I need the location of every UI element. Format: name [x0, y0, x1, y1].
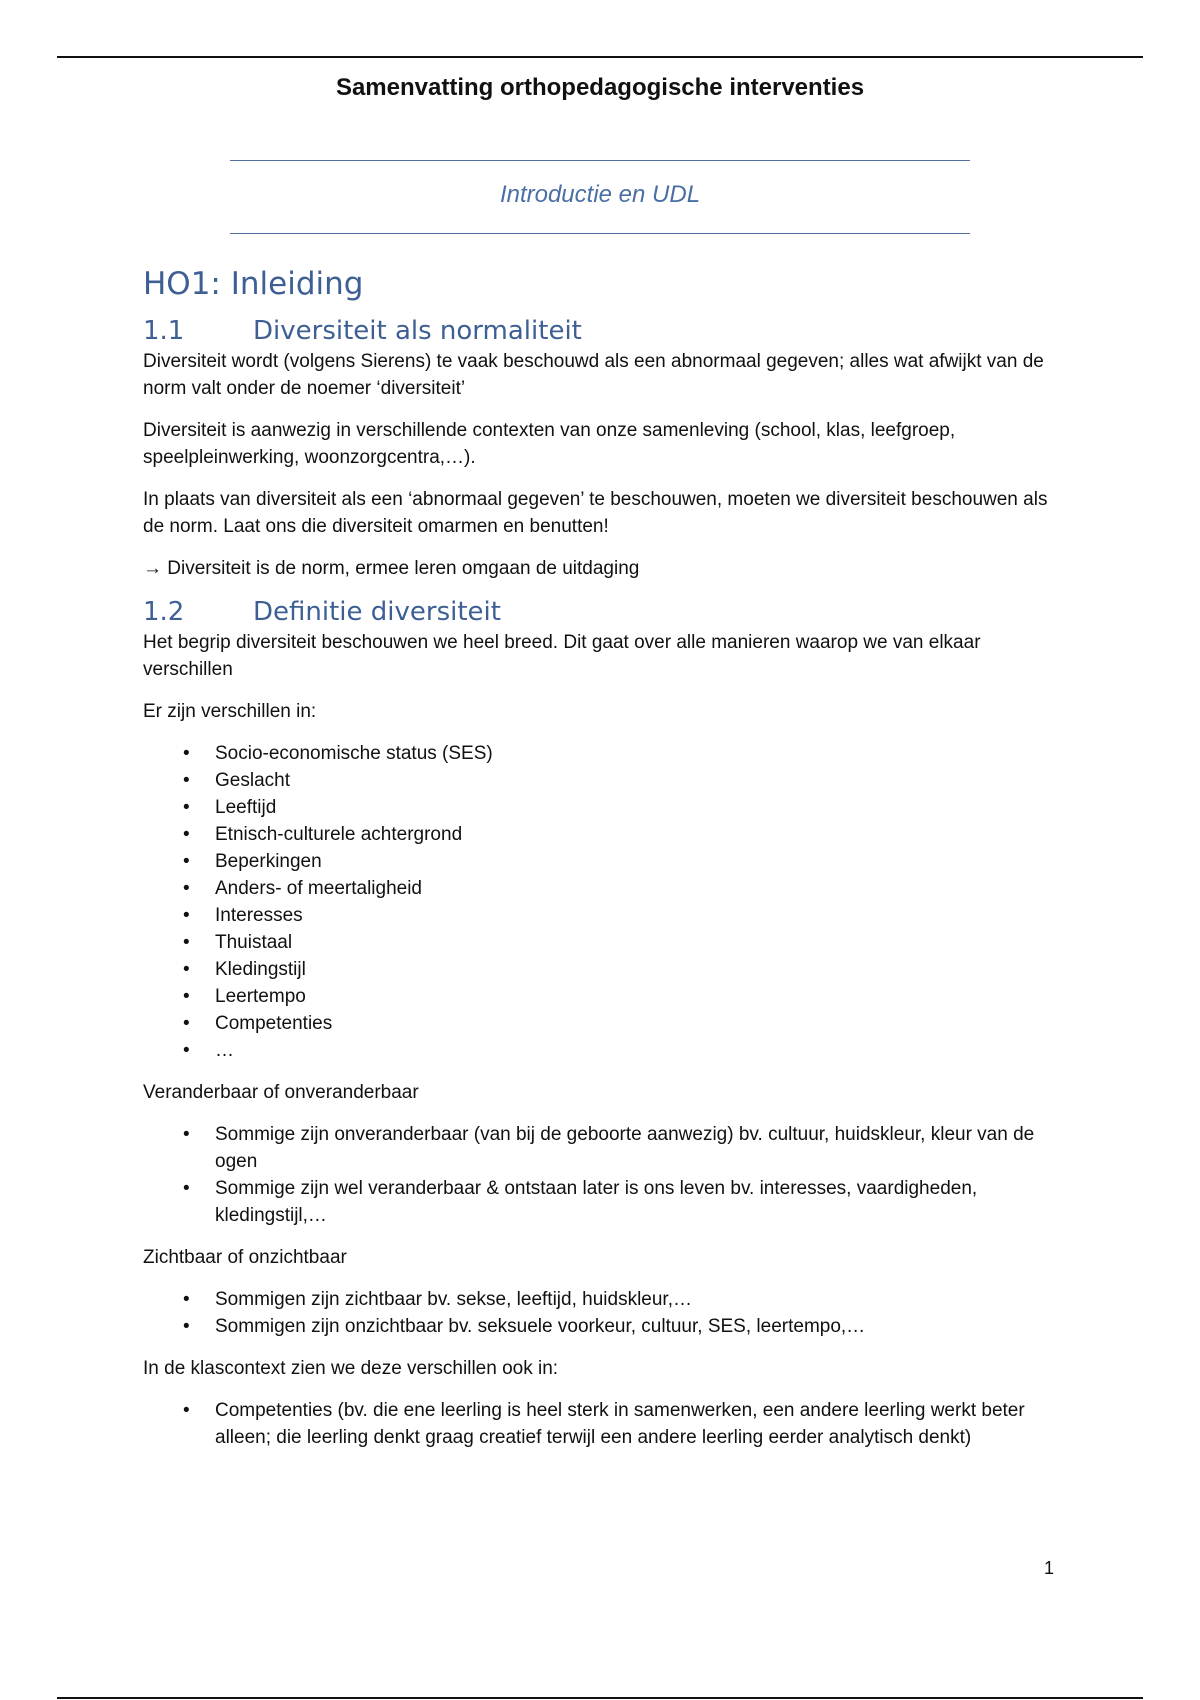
bullet-icon: •: [183, 1400, 190, 1421]
bullet-icon: •: [183, 770, 190, 791]
page-number: 1: [1044, 1558, 1055, 1578]
bullet-icon: •: [183, 905, 190, 926]
section-heading: [143, 316, 1063, 346]
list-item-text: Beperkingen: [215, 851, 322, 872]
bullet-icon: •: [183, 824, 190, 845]
list-item-text: Competenties: [215, 1013, 333, 1034]
changeable-list: [143, 1121, 1063, 1229]
bullet-icon: •: [183, 1178, 190, 1199]
list-item: [183, 1397, 1063, 1451]
list-label: In de klascontext zien we deze verschillen ook in:: [143, 1358, 559, 1379]
list-item: [183, 794, 1063, 821]
document-title: Samenvatting orthopedagogische interventies: [335, 74, 865, 101]
section-title: Definitie diversiteit: [253, 597, 501, 627]
paragraph: In plaats van diversiteit als een ‘abnormaal gegeven’ te beschouwen, moeten we diversiteit beschouwen als de norm. Laat ons die diversiteit omarmen en benutten!: [143, 489, 1048, 537]
document-subtitle: Introductie en UDL: [499, 181, 701, 208]
list-item: [183, 1121, 1063, 1175]
bottom-rule: [57, 1697, 1143, 1699]
list-item-text: Sommige zijn wel veranderbaar & ontstaan later is ons leven bv. interesses, vaardigheden, kledingstijl,…: [215, 1178, 978, 1226]
list-item-text: Leertempo: [215, 986, 306, 1007]
list-item-text: Socio-economische status (SES): [215, 743, 493, 764]
list-item-text: Anders- of meertaligheid: [215, 878, 422, 899]
list-item-text: Interesses: [215, 905, 303, 926]
bullet-icon: •: [183, 1124, 190, 1145]
bullet-icon: •: [183, 851, 190, 872]
list-item-text: Geslacht: [215, 770, 290, 791]
bullet-icon: •: [183, 1289, 190, 1310]
bullet-icon: •: [183, 1013, 190, 1034]
list-item-text: Thuistaal: [215, 932, 293, 953]
bullet-icon: •: [183, 743, 190, 764]
bullet-icon: •: [183, 986, 190, 1007]
list-item: [183, 1037, 1063, 1064]
list-item: [183, 1313, 1063, 1340]
paragraph: Diversiteit is aanwezig in verschillende contexten van onze samenleving (school, klas, leefgroep, speelpleinwerking, woonzorgcentra,…).: [143, 420, 956, 468]
list-item-text: Sommigen zijn zichtbaar bv. sekse, leeftijd, huidskleur,…: [215, 1289, 692, 1310]
list-item: [183, 929, 1063, 956]
bullet-icon: •: [183, 1316, 190, 1337]
subtitle-rule-bottom: [230, 233, 970, 234]
paragraph: Het begrip diversiteit beschouwen we heel breed. Dit gaat over alle manieren waarop we van elkaar verschillen: [143, 632, 981, 680]
list-item-text: Kledingstijl: [215, 959, 306, 980]
list-item: [183, 956, 1063, 983]
top-rule: [57, 56, 1143, 58]
list-label: Veranderbaar of onveranderbaar: [143, 1082, 419, 1103]
list-item: [183, 1175, 1063, 1229]
paragraph: → Diversiteit is de norm, ermee leren omgaan de uitdaging: [143, 558, 640, 579]
bullet-icon: •: [183, 878, 190, 899]
list-item-text: Leeftijd: [215, 797, 277, 818]
list-item: [183, 740, 1063, 767]
list-item: [183, 821, 1063, 848]
list-label: Zichtbaar of onzichtbaar: [143, 1247, 347, 1268]
list-item-text: Sommigen zijn onzichtbaar bv. seksuele voorkeur, cultuur, SES, leertempo,…: [215, 1316, 866, 1337]
section-heading: [143, 597, 1063, 627]
list-label: Er zijn verschillen in:: [143, 701, 317, 722]
differences-list: [143, 740, 1063, 1064]
bullet-icon: •: [183, 959, 190, 980]
list-item: [183, 983, 1063, 1010]
paragraph: Diversiteit wordt (volgens Sierens) te vaak beschouwd als een abnormaal gegeven; alles wat afwijkt van de norm valt onder de noemer ‘diversiteit’: [143, 351, 1044, 399]
list-item: [183, 848, 1063, 875]
bullet-icon: •: [183, 1040, 190, 1061]
list-item-text: …: [215, 1040, 234, 1061]
list-item-text: Competenties (bv. die ene leerling is heel sterk in samenwerken, een andere leerling werkt beter alleen; die leerling denkt graag creatief terwijl een andere leerling eerder analytisch denkt): [215, 1400, 1025, 1448]
class-context-list: [143, 1397, 1063, 1451]
list-item: [183, 875, 1063, 902]
bullet-icon: •: [183, 932, 190, 953]
section-number: 1.2: [143, 597, 185, 627]
list-item: [183, 1286, 1063, 1313]
section-number: 1.1: [143, 316, 185, 346]
list-item: [183, 902, 1063, 929]
list-item: [183, 1010, 1063, 1037]
subtitle-rule-top: [230, 160, 970, 161]
section-title: Diversiteit als normaliteit: [253, 316, 582, 346]
list-item-text: Etnisch-culturele achtergrond: [215, 824, 463, 845]
visible-list: [143, 1286, 1063, 1340]
list-item: [183, 767, 1063, 794]
bullet-icon: •: [183, 797, 190, 818]
chapter-heading: HO1: Inleiding: [143, 266, 364, 302]
list-item-text: Sommige zijn onveranderbaar (van bij de geboorte aanwezig) bv. cultuur, huidskleur, kleur van de ogen: [215, 1124, 1035, 1172]
document-body: [143, 266, 1063, 1466]
